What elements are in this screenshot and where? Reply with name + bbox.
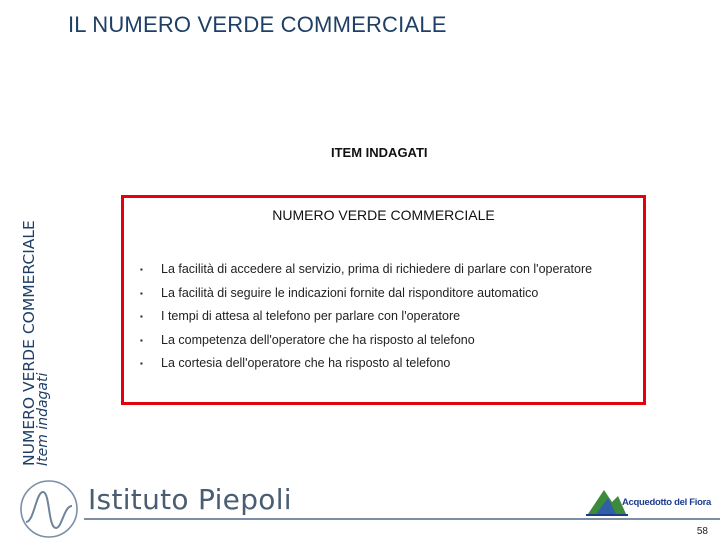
bullet-icon: ▪ (140, 265, 143, 274)
list-item (138, 329, 631, 353)
bullet-icon: ▪ (140, 288, 143, 298)
footer-logo-text: Istituto Piepoli (88, 483, 292, 516)
page-number: 58 (696, 526, 708, 537)
footer-divider (84, 518, 720, 520)
box-title: NUMERO VERDE COMMERCIALE (272, 207, 495, 223)
bullet-icon: ▪ (140, 359, 143, 368)
items-box (121, 195, 646, 405)
list-item-text: La cortesia dell'operatore che ha risposto al telefono (161, 356, 451, 370)
partner-logo-text: Acquedotto del Fiora (622, 497, 712, 508)
slide-title: IL NUMERO VERDE COMMERCIALE (68, 12, 447, 37)
bullet-icon: ▪ (140, 312, 143, 321)
list-item-text: La facilità di accedere al servizio, prima di richiedere di parlare con l'operatore (161, 262, 593, 276)
side-label (0, 0, 50, 540)
list-item (138, 282, 631, 306)
list-item-text: I tempi di attesa al telefono per parlare con l'operatore (161, 309, 461, 323)
list-item-text: La facilità di seguire le indicazioni fornite dal risponditore automatico (161, 285, 539, 300)
bullet-icon: ▪ (140, 335, 143, 345)
list-item (138, 305, 631, 329)
side-title: NUMERO VERDE COMMERCIALE (20, 220, 38, 466)
list-item (138, 352, 631, 376)
list-item (138, 258, 631, 282)
section-heading: ITEM INDAGATI (331, 145, 428, 160)
list-item-text: La competenza dell'operatore che ha risposto al telefono (161, 332, 475, 347)
items-list (138, 258, 631, 376)
side-subtitle: Item indagati (35, 372, 51, 466)
istituto-piepoli-logo-icon (18, 478, 80, 540)
